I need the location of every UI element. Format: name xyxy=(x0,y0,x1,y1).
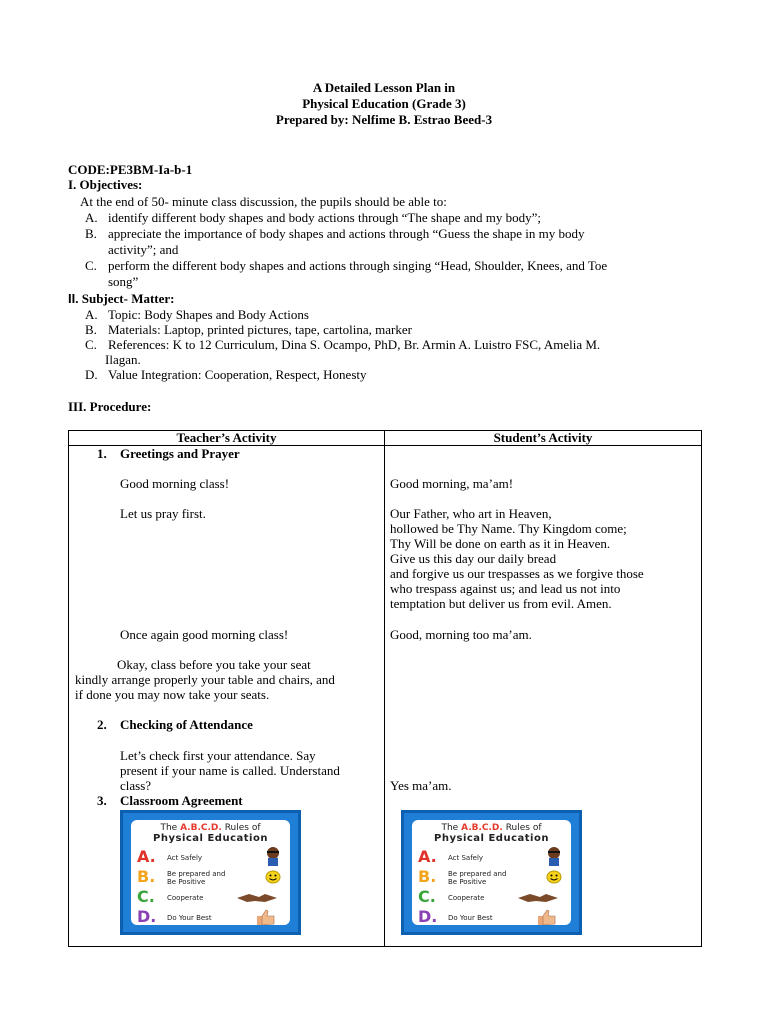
section-number: 1. xyxy=(97,446,107,461)
rule-text: Cooperate xyxy=(448,894,485,902)
prayer-line: who trespass against us; and lead us not into xyxy=(390,581,621,596)
thumbs-up-icon xyxy=(255,908,277,925)
poster-board xyxy=(412,820,571,925)
rule-text: Do Your Best xyxy=(448,914,493,922)
rule-letter: C. xyxy=(137,887,155,906)
rule-letter: A. xyxy=(418,847,437,866)
rule-letter: D. xyxy=(137,907,157,925)
student-activity-cell xyxy=(385,446,702,947)
objectives-heading: I. Objectives: xyxy=(68,177,143,192)
subject-text-cont: Ilagan. xyxy=(105,352,141,367)
prayer-line: Our Father, who art in Heaven, xyxy=(390,506,552,521)
student-line: Good morning, ma’am! xyxy=(390,476,514,491)
teacher-line: if done you may now take your seats. xyxy=(75,687,270,702)
poster-subtitle: Physical Education xyxy=(434,833,549,844)
rule-letter: A. xyxy=(137,847,156,866)
rule-text: Do Your Best xyxy=(167,914,212,922)
rule-text: Cooperate xyxy=(167,894,204,902)
section-number: 3. xyxy=(97,793,107,808)
section-title: Greetings and Prayer xyxy=(120,446,240,461)
rule-text: Act Safely xyxy=(167,854,203,862)
doc-title-line2: Physical Education (Grade 3) xyxy=(302,96,466,111)
objective-text: appreciate the importance of body shapes and actions through “Guess the shape in my body xyxy=(108,226,585,241)
prayer-line: temptation but deliver us from evil. Amen. xyxy=(390,596,612,611)
rule-text: Be prepared and xyxy=(448,870,507,878)
subject-matter-heading xyxy=(68,291,175,306)
teacher-line: Let us pray first. xyxy=(120,506,206,521)
rule-text-cont: Be Positive xyxy=(448,878,487,886)
teacher-line: class? xyxy=(120,778,152,793)
abcd-rules-poster xyxy=(401,810,582,935)
prayer-line: Thy Will be done on earth as it in Heaven. xyxy=(390,536,611,551)
abcd-rules-poster xyxy=(120,810,301,935)
heading-numeral: II xyxy=(68,291,76,306)
kid-icon xyxy=(544,846,564,870)
rule-text: Act Safely xyxy=(448,854,484,862)
lesson-code: CODE:PE3BM-Ia-b-1 xyxy=(68,162,193,177)
objective-text-cont: activity”; and xyxy=(108,242,179,257)
teacher-line: Good morning class! xyxy=(120,476,230,491)
subject-text: Value Integration: Cooperation, Respect, Honesty xyxy=(108,367,367,382)
subject-text: Materials: Laptop, printed pictures, tape, cartolina, marker xyxy=(108,322,412,337)
teacher-activity-cell xyxy=(69,446,385,947)
poster-board xyxy=(131,820,290,925)
thumbs-up-icon xyxy=(536,908,558,925)
procedure-heading: III. Procedure: xyxy=(68,399,152,414)
poster-title: The A.B.C.D. Rules of xyxy=(160,823,261,833)
objective-letter: A. xyxy=(85,210,98,225)
doc-title-line3: Prepared by: Nelfime B. Estrao Beed-3 xyxy=(275,112,493,127)
rule-letter: C. xyxy=(418,887,436,906)
smiley-icon xyxy=(265,870,281,888)
subject-letter: D. xyxy=(85,367,98,382)
heading-rest: . Subject- Matter: xyxy=(75,291,175,306)
rule-letter: B. xyxy=(418,867,437,886)
objective-letter: C. xyxy=(85,258,97,273)
teacher-line: Once again good morning class! xyxy=(120,627,289,642)
rule-text-cont: Be Positive xyxy=(167,878,206,886)
section-title: Checking of Attendance xyxy=(120,717,253,732)
kid-icon xyxy=(263,846,283,870)
objective-text: identify different body shapes and body actions through “The shape and my body”; xyxy=(108,210,541,225)
subject-letter: A. xyxy=(85,307,98,322)
smiley-icon xyxy=(546,870,562,888)
teacher-line: Okay, class before you take your seat xyxy=(117,657,311,672)
teacher-line: present if your name is called. Understand xyxy=(120,763,340,778)
subject-letter: B. xyxy=(85,322,97,337)
student-line: Good, morning too ma’am. xyxy=(390,627,532,642)
handshake-icon xyxy=(235,890,279,908)
objective-text-cont: song” xyxy=(108,274,139,289)
objective-letter: B. xyxy=(85,226,97,241)
poster-subtitle: Physical Education xyxy=(153,833,268,844)
subject-letter: C. xyxy=(85,337,97,352)
student-column-header: Student’s Activity xyxy=(385,431,702,446)
student-line: Yes ma’am. xyxy=(390,778,452,793)
prayer-line: and forgive us our trespasses as we forgive those xyxy=(390,566,644,581)
handshake-icon xyxy=(516,890,560,908)
doc-title-line1: A Detailed Lesson Plan in xyxy=(312,80,456,95)
prayer-line: Give us this day our daily bread xyxy=(390,551,557,566)
subject-text: Topic: Body Shapes and Body Actions xyxy=(108,307,309,322)
procedure-table xyxy=(68,430,702,947)
subject-text: References: K to 12 Curriculum, Dina S. Ocampo, PhD, Br. Armin A. Luistro FSC, Amelia M. xyxy=(108,337,601,352)
teacher-line: Let’s check first your attendance. Say xyxy=(120,748,316,763)
teacher-column-header: Teacher’s Activity xyxy=(69,431,385,446)
objective-text: perform the different body shapes and actions through singing “Head, Shoulder, Knees, and Toe xyxy=(108,258,608,273)
poster-title: The A.B.C.D. Rules of xyxy=(441,823,542,833)
prayer-line: hollowed be Thy Name. Thy Kingdom come; xyxy=(390,521,627,536)
section-title: Classroom Agreement xyxy=(120,793,243,808)
section-number: 2. xyxy=(97,717,107,732)
objectives-intro: At the end of 50- minute class discussion, the pupils should be able to: xyxy=(80,194,447,209)
rule-letter: D. xyxy=(418,907,438,925)
rule-letter: B. xyxy=(137,867,156,886)
rule-text: Be prepared and xyxy=(167,870,226,878)
teacher-line: kindly arrange properly your table and chairs, and xyxy=(75,672,335,687)
